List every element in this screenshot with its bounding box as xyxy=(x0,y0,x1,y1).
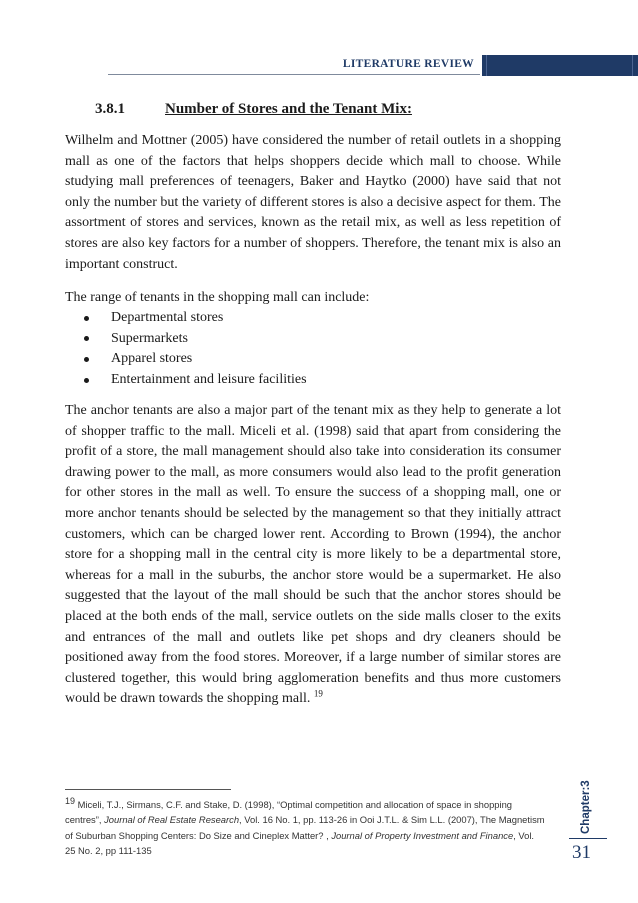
list-item: Entertainment and leisure facilities xyxy=(84,370,307,391)
footnote-text-3: , Vol. 25 No. 2, pp 111-135 xyxy=(65,829,535,857)
page-number-rule xyxy=(569,838,607,839)
bullet-icon xyxy=(84,336,89,341)
list-item: Supermarkets xyxy=(84,329,307,350)
footnote-journal-2: Journal of Property Investment and Finance xyxy=(331,829,514,841)
section-title: Number of Stores and the Tenant Mix: xyxy=(165,101,412,117)
paragraph-1: Wilhelm and Mottner (2005) have considered the number of retail outlets in a shopping mall as one of the factors that helps shoppers decide which mall to choose. While studying mall preferences of teenagers, Baker and Haytko (2000) have said that not only the number but the variety of different stores is also a decisive aspect for them. The assortment of stores and services, known as the retail mix, as well as less repetition of stores are also key factors for a number of shoppers. Therefore, the tenant mix is also an important construct. xyxy=(65,133,561,272)
paragraph-2: The range of tenants in the shopping mall can include: xyxy=(65,290,370,305)
footnote-text-2: , Vol. 16 No. 1, pp. 113-26 in Ooi J.T.L. & Sim L.L. (2007), The Magnetism of Suburban Shopping Centers: Do Size and Cineplex Matter? , xyxy=(65,814,545,841)
bullet-icon xyxy=(84,316,89,321)
paragraph-3-text: The anchor tenants are also a major part of the tenant mix as they help to generate a lot of shopper traffic to the mall. Miceli et al. (1998) said that apart from considering the profit of a store, the mall management should also take into consideration its consumer drawing power to the mall, as more consumers would also lead to the profit generation for other stores in the mall as well. To ensure the success of a shopping mall, one or more anchor tenants should be selected by the management so that they initially attract customers, which can be charged lower rent. According to Brown (1994), the anchor store for a shopping mall in the central city is more likely to be a departmental store, whereas for a mall in the suburbs, the anchor store would be a supermarket. He also suggested that the layout of the mall should be such that the anchor stores should be placed at the both ends of the mall, service outlets on the side malls closer to the exits and entrances of the mall and outlets like pet shops and dry cleaners should be positioned away from the food stores. Moreover, if a large number of similar stores are clustered together, this would bring agglomeration benefits and thus more customers would be drawn towards the shopping mall. xyxy=(65,403,561,707)
chapter-sidebar xyxy=(577,768,595,834)
footnote-number: 19 xyxy=(65,795,76,806)
footnote-journal-1: Journal of Real Estate Research xyxy=(104,814,240,826)
header-color-block xyxy=(482,55,638,76)
footnote-text-1: Miceli, T.J., Sirmans, C.F. and Stake, D. (1998), “Optimal competition and allocation of space in shopping centres”, xyxy=(65,799,513,826)
section-number: 3.8.1 xyxy=(95,101,125,117)
footnote xyxy=(65,797,545,859)
bullet-icon xyxy=(84,378,89,383)
chapter-label: Chapter:3 xyxy=(580,780,592,834)
header-rule xyxy=(108,74,480,75)
footnote-rule xyxy=(65,789,231,790)
list-item: Departmental stores xyxy=(84,308,307,329)
paragraph-3 xyxy=(65,401,561,710)
section-heading xyxy=(95,101,412,118)
running-header-title: LITERATURE REVIEW xyxy=(342,58,474,70)
page-number: 31 xyxy=(572,842,591,863)
header-block-divider xyxy=(486,55,487,76)
footnote-reference: 19 xyxy=(313,688,323,699)
list-item: Apparel stores xyxy=(84,349,307,370)
header-block-divider-right xyxy=(632,55,633,76)
tenant-list xyxy=(84,308,307,390)
bullet-icon xyxy=(84,357,89,362)
